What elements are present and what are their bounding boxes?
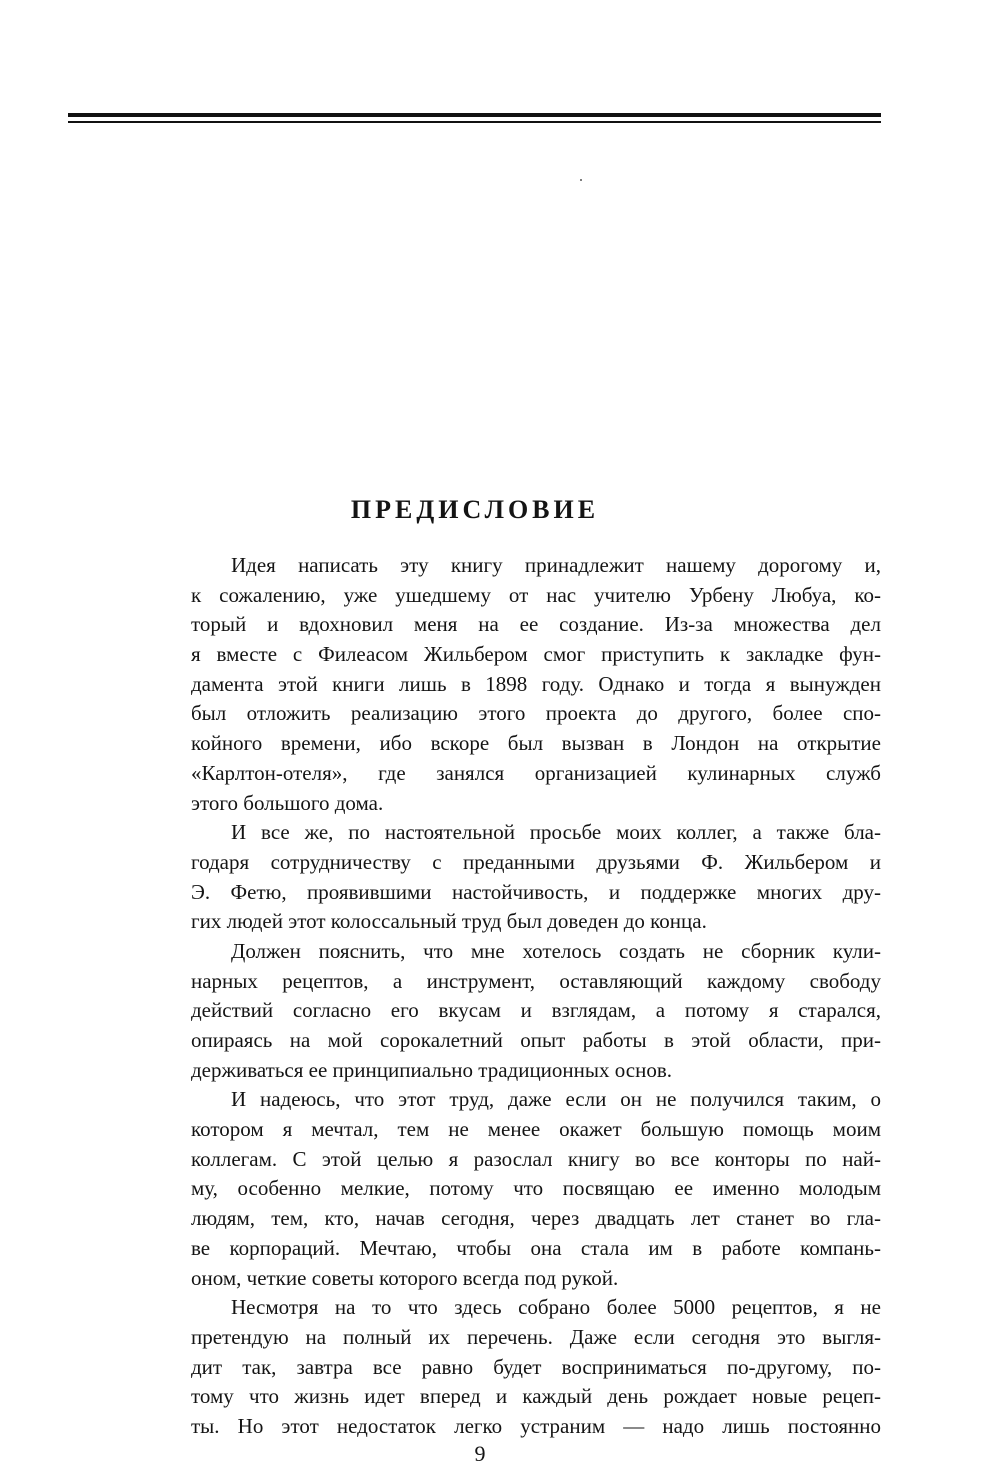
text-line: Э. Фетю, проявившими настойчивость, и поддержке многих дру- [191, 879, 881, 904]
paragraph-2 [191, 818, 881, 937]
text-line: дит так, завтра все равно будет восприниматься по-другому, по- [191, 1354, 881, 1379]
text-line: оном, четкие советы которого всегда под рукой. [191, 1265, 619, 1290]
paragraph-4 [191, 1085, 881, 1293]
text-line: людям, тем, кто, начав сегодня, через двадцать лет станет во гла- [191, 1206, 881, 1231]
text-line: му, особенно мелкие, потому что посвящаю ее именно молодым [191, 1176, 881, 1201]
text-line: «Карлтон-отеля», где занялся организацией кулинарных служб [191, 760, 881, 785]
text-line: И надеюсь, что этот труд, даже если он не получился таким, о [231, 1087, 881, 1112]
chapter-title: ПРЕДИСЛОВИЕ [350, 495, 600, 524]
header-rule-thick [68, 113, 881, 117]
paragraph-3 [191, 937, 881, 1085]
text-line: ты. Но этот недостаток легко устраним — надо лишь постоянно [191, 1413, 881, 1438]
text-line: претендую на полный их перечень. Даже если сегодня это выгля- [191, 1324, 881, 1349]
text-line: годаря сотрудничеству с преданными друзьями Ф. Жильбером и [191, 849, 881, 874]
text-line: койного времени, ибо вскоре был вызван в Лондон на открытие [191, 731, 881, 756]
paragraph-5 [191, 1293, 881, 1441]
text-line: Несмотря на то что здесь собрано более 5000 рецептов, я не [231, 1295, 881, 1320]
text-line: я вместе с Филеасом Жильбером смог приступить к закладке фун- [191, 642, 881, 667]
text-line: опираясь на мой сорокалетний опыт работы в этой области, при- [191, 1028, 881, 1052]
print-speck [580, 179, 582, 181]
text-line: тому что жизнь идет вперед и каждый день рождает новые рецеп- [191, 1384, 881, 1409]
body-text [191, 551, 881, 1442]
paragraph-1 [191, 551, 881, 818]
text-line: нарных рецептов, а инструмент, оставляющий каждому свободу [191, 968, 881, 993]
text-line: этого большого дома. [191, 790, 384, 815]
text-line: дамента этой книги лишь в 1898 году. Однако и тогда я вынужден [191, 671, 881, 696]
text-line: Должен пояснить, что мне хотелось создать не сборник кули- [231, 938, 881, 963]
text-line: ве корпораций. Мечтаю, чтобы она стала им в работе компань- [191, 1235, 881, 1260]
text-line: гих людей этот колоссальный труд был доведен до конца. [191, 909, 707, 934]
page-number: 9 [474, 1441, 486, 1466]
text-line: действий согласно его вкусам и взглядам, а потому я старался, [191, 998, 881, 1023]
text-line: торый и вдохновил меня на ее создание. Из-за множества дел [191, 612, 881, 637]
text-line: котором я мечтал, тем не менее окажет большую помощь моим [191, 1117, 881, 1142]
header-rule-thin [68, 121, 881, 123]
text-line: держиваться ее принципиально традиционных основ. [191, 1057, 673, 1082]
text-line: к сожалению, уже ушедшему от нас учителю Урбену Любуа, ко- [191, 582, 881, 607]
text-line: Идея написать эту книгу принадлежит нашему дорогому и, [231, 553, 881, 577]
text-line: И все же, по настоятельной просьбе моих коллег, а также бла- [231, 820, 881, 845]
text-line: коллегам. С этой целью я разослал книгу во все конторы по най- [191, 1146, 881, 1171]
text-line: был отложить реализацию этого проекта до другого, более спо- [191, 701, 881, 726]
